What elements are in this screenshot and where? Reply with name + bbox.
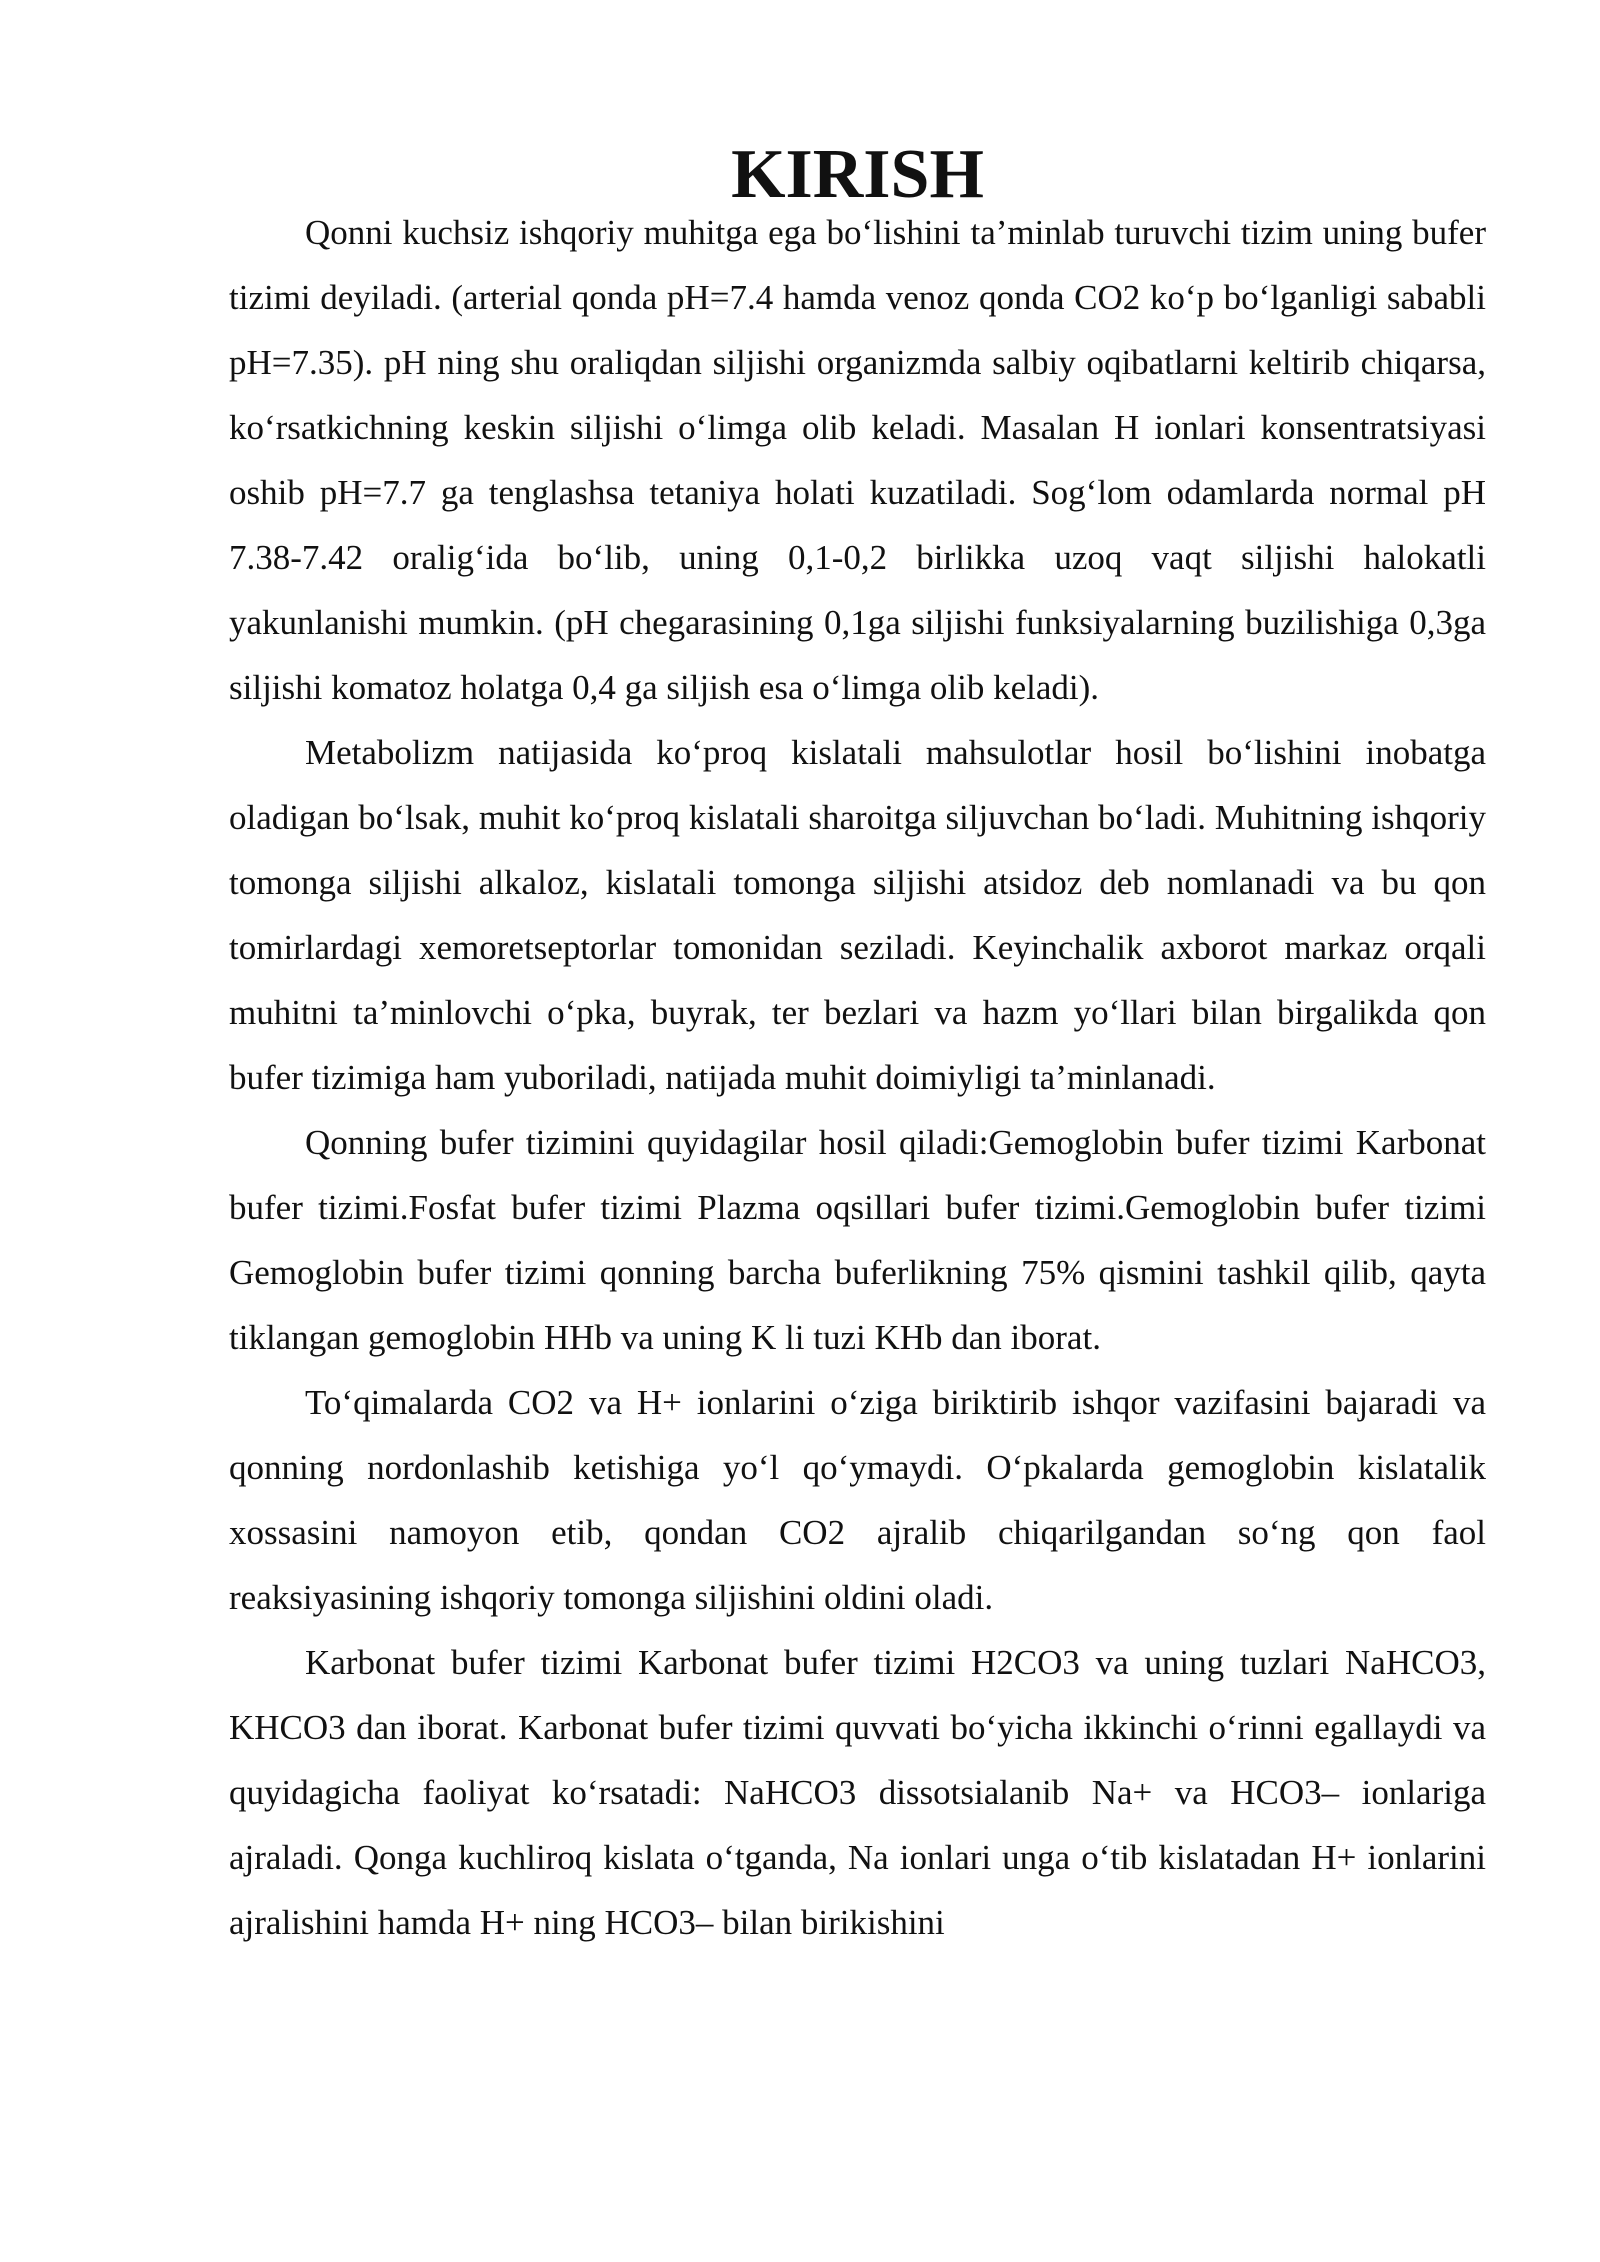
paragraph-3: Qonning bufer tizimini quyidagilar hosil qiladi:Gemoglobin bufer tizimi Karbonat bufer tizimi.Fosfat bufer tizimi Plazma oqsillari bufer tizimi.Gemoglobin bufer tizimi Gemoglobin bufer tizimi qonning barcha buferlikning 75% qismini tashkil qilib, qayta tiklangan gemoglobin HHb va uning K li tuzi KHb dan iborat.	[229, 1123, 1486, 1357]
paragraph-5: Karbonat bufer tizimi Karbonat bufer tizimi H2CO3 va uning tuzlari NaHCO3, KHCO3 dan iborat. Karbonat bufer tizimi quvvati bo‘yicha ikkinchi o‘rinni egallaydi va quyidagicha faoliyat ko‘rsatadi: NaHCO3 dissotsialanib Na+ va HCO3– ionlariga ajraladi. Qonga kuchliroq kislata o‘tganda, Na ionlari unga o‘tib kislatadan H+ ionlarini ajralishini hamda H+ ning HCO3– bilan birikishini	[229, 1643, 1486, 1942]
paragraph-1: Qonni kuchsiz ishqoriy muhitga ega bo‘lishini ta’minlab turuvchi tizim uning bufer tizimi deyiladi. (arterial qonda pH=7.4 hamda venoz qonda CO2 ko‘p bo‘lganligi sababli pH=7.35). pH ning shu oraliqdan siljishi organizmda salbiy oqibatlarni keltirib chiqarsa, ko‘rsatkichning keskin siljishi o‘limga olib keladi. Masalan H ionlari konsentratsiyasi oshib pH=7.7 ga tenglashsa tetaniya holati kuzatiladi. Sog‘lom odamlarda normal pH 7.38-7.42 oralig‘ida bo‘lib, uning 0,1-0,2 birlikka uzoq vaqt siljishi halokatli yakunlanishi mumkin. (pH chegarasining 0,1ga siljishi funksiyalarning buzilishiga 0,3ga siljishi komatoz holatga 0,4 ga siljish esa o‘limga olib keladi).	[229, 213, 1486, 707]
paragraph-4: To‘qimalarda CO2 va H+ ionlarini o‘ziga biriktirib ishqor vazifasini bajaradi va qonning nordonlashib ketishiga yo‘l qo‘ymaydi. O‘pkalarda gemoglobin kislatalik xossasini namoyon etib, qondan CO2 ajralib chiqarilgandan so‘ng qon faol reaksiyasining ishqoriy tomonga siljishini oldini oladi.	[229, 1383, 1486, 1617]
paragraph-2: Metabolizm natijasida ko‘proq kislatali mahsulotlar hosil bo‘lishini inobatga oladigan bo‘lsak, muhit ko‘proq kislatali sharoitga siljuvchan bo‘ladi. Muhitning ishqoriy tomonga siljishi alkaloz, kislatali tomonga siljishi atsidoz deb nomlanadi va bu qon tomirlardagi xemoretseptorlar tomonidan seziladi. Keyinchalik axborot markaz orqali muhitni ta’minlovchi o‘pka, buyrak, ter bezlari va hazm yo‘llari bilan birgalikda qon bufer tizimiga ham yuboriladi, natijada muhit doimiyligi ta’minlanadi.	[229, 733, 1486, 1097]
document-page	[229, 136, 1486, 1955]
page-title: KIRISH	[731, 136, 984, 213]
